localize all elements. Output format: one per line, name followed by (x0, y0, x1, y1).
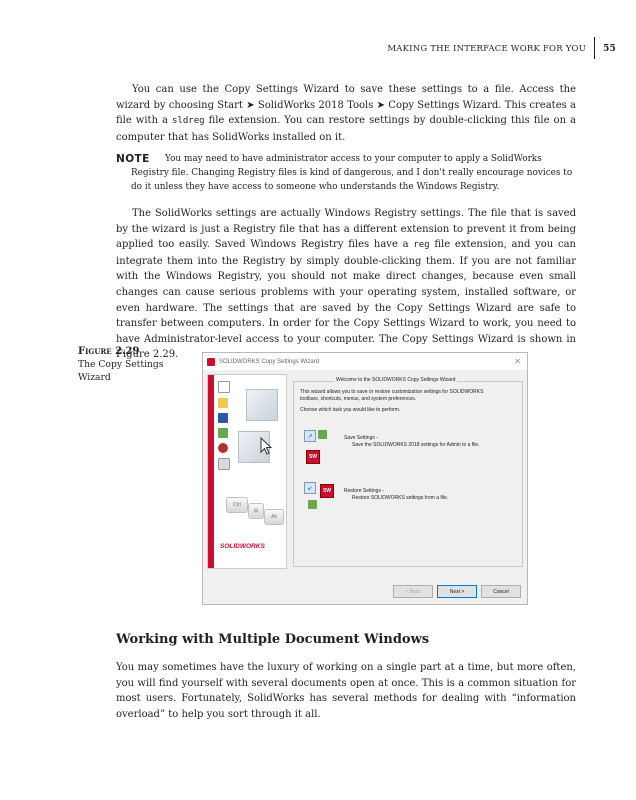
key-alt-label: Alt (271, 514, 277, 520)
folder-icon (218, 398, 228, 408)
paragraph-text: file extension. You can restore settings by double-clicking this file on a computer that has SolidWorks installed on it. (116, 115, 576, 143)
code-sldreg: sldreg (172, 116, 205, 127)
intro-text: This wizard allows you to save or restore customization settings for SOLIDWORKS toolbars, shortcuts, menus, and system preferences. (300, 389, 484, 402)
code-reg: reg (413, 240, 430, 251)
running-header (387, 38, 616, 60)
import-arrow-icon: ↙ (304, 482, 316, 494)
note-block (116, 152, 574, 195)
figure-caption (78, 346, 178, 384)
wizard-content (291, 374, 523, 567)
page-number: 55 (603, 44, 616, 54)
section-heading: Working with Multiple Document Windows (116, 632, 430, 647)
paragraph-multiple-windows: You may sometimes have the luxury of working on a single part at a time, but more often, you will find yourself with several documents open at once. This is a common situation for most users. Fortunately, SolidWorks has several methods for dealing with “information overload” to help you sort through it all. (116, 662, 576, 720)
next-button[interactable]: Next > (437, 585, 477, 598)
key-ctrl-label: Ctrl (233, 502, 241, 508)
banner-icons (218, 381, 234, 475)
save-settings-title: Save Settings - (344, 435, 378, 441)
key-ctrl-icon (226, 497, 248, 513)
save-icon (218, 413, 228, 423)
welcome-group-title: Welcome to the SOLIDWORKS Copy Settings Wizard (336, 377, 456, 383)
toolbox-icon (218, 458, 230, 470)
copy-settings-wizard-dialog (202, 352, 528, 605)
restore-settings-desc: Restore SOLIDWORKS settings from a file. (352, 495, 449, 501)
checkbox-art-icon (246, 389, 278, 421)
close-icon[interactable]: ✕ (514, 357, 521, 366)
wizard-banner (207, 374, 287, 569)
document-icon (218, 381, 230, 393)
restore-settings-title: Restore Settings - (344, 488, 385, 494)
note-text: You may need to have administrator access to your computer to apply a SolidWorks Registry file. Changing Registry files is kind of dangerous, and I don't really encourage novices to do it unless they have access to someone who understands the Windows Registry. (131, 154, 573, 193)
welcome-group (293, 377, 523, 567)
solidworks-logo: SOLIDWORKS (220, 543, 265, 550)
choose-text: Choose which task you would like to perform. (300, 407, 401, 413)
sw-badge-label: SW (322, 488, 332, 494)
back-button[interactable]: < Back (393, 585, 433, 598)
settings-icon (218, 428, 228, 438)
key-windows-icon (248, 503, 264, 519)
settings-icon (318, 430, 327, 439)
dialog-title: SOLIDWORKS Copy Settings Wizard (219, 358, 320, 365)
sw-badge-label: SW (308, 454, 318, 460)
key-windows-label: ⊞ (253, 508, 259, 514)
sw-badge-icon (306, 450, 320, 464)
figure-label: Figure 2.29 (78, 346, 140, 357)
save-settings-button[interactable] (304, 430, 332, 466)
paragraph-text: You can use the Copy Settings Wizard to save these settings to a file. Access the wizard by choosing Start ➤ SolidWorks 2018 Tools ➤ Copy Settings Wizard. This creates a file with a (116, 84, 576, 127)
cancel-button[interactable]: Cancel (481, 585, 521, 598)
paragraph-registry (116, 206, 576, 363)
red-strip (208, 375, 214, 568)
paragraph-copy-settings (116, 82, 576, 145)
paragraph-text: file extension, and you can integrate them into the Registry by simply double-clicking them. If you are not familiar with the Windows Registry, you should not make direct changes, because even small changes can cause serious problems with your operating system, installed software, or even hardware. The settings that are saved by the Copy Settings Wizard are safe to transfer between computers. In order for the Copy Settings Wizard to work, you need to have Administrator-level access to your computer. The Copy Settings Wizard is shown in Figure 2.29. (116, 239, 576, 361)
paragraph-text: The SolidWorks settings are actually Windows Registry settings. The file that is saved by the wizard is just a Registry file that has a different extension to prevent it from being applied too easily. Saved Windows Registry files have a (116, 208, 576, 251)
mouse-icon (218, 443, 228, 453)
export-arrow-icon: ↗ (304, 430, 316, 442)
dialog-titlebar (203, 353, 527, 370)
key-alt-icon (264, 509, 284, 525)
figure-caption-text: The Copy Settings Wizard (78, 358, 164, 383)
solidworks-app-icon (207, 358, 215, 366)
header-divider (594, 37, 595, 59)
save-settings-desc: Save the SOLIDWORKS 2018 settings for Admin to a file. (352, 442, 480, 448)
dialog-buttons (393, 585, 521, 598)
settings-icon (308, 500, 317, 509)
restore-settings-button[interactable] (304, 482, 332, 518)
note-label: NOTE (116, 153, 150, 165)
section-title: MAKING THE INTERFACE WORK FOR YOU (387, 44, 587, 54)
cursor-icon (260, 437, 274, 455)
sw-badge-icon (320, 484, 334, 498)
